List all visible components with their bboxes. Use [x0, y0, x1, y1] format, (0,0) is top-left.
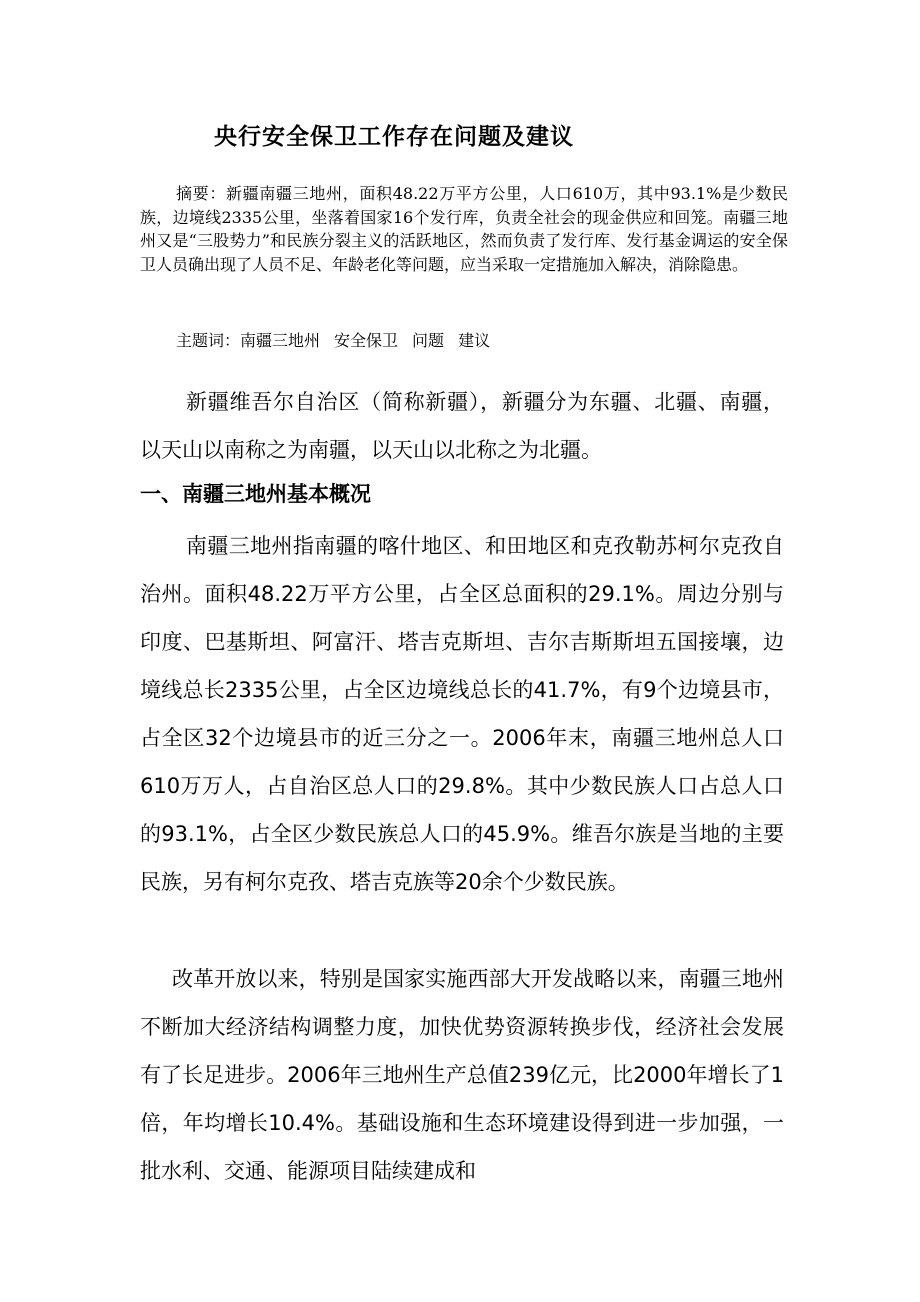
abstract-paragraph: 摘要：新疆南疆三地州，面积48.22万平方公里，人口610万，其中93.1%是少数民族，边境线2335公里，坐落着国家16个发行库，负责全社会的现金供应和回笼。南疆三地州又是“三股势力”和民族分裂主义的活跃地区，然而负责了发行库、发行基金调运的安全保卫人员确出现了人员不足、年龄老化等问题，应当采取一定措施加入解决，消除隐患。 [140, 184, 788, 274]
keywords-label: 主题词： [176, 331, 241, 350]
keyword-item: 建议 [458, 331, 491, 350]
section-heading: 一、南疆三地州基本概况 [140, 482, 371, 506]
keyword-item: 问题 [412, 331, 445, 350]
keyword-item: 安全保卫 [334, 331, 399, 350]
document-title: 央行安全保卫工作存在问题及建议 [214, 123, 574, 150]
keywords-line [176, 328, 504, 351]
body-paragraph: 南疆三地州指南疆的喀什地区、和田地区和克孜勒苏柯尔克孜自治州。面积48.22万平方公里，占全区总面积的29.1%。周边分别与印度、巴基斯坦、阿富汗、塔吉克斯坦、吉尔吉斯斯坦五国接壤，边境线总长2335公里，占全区边境线总长的41.7%，有9个边境县市，占全区32个边境县市的近三分之一。2006年末，南疆三地州总人口610万万人，占自治区总人口的29.8%。其中少数民族人口占总人口的93.1%，占全区少数民族总人口的45.9%。维吾尔族是当地的主要民族，另有柯尔克孜、塔吉克族等20余个少数民族。 [140, 534, 784, 894]
intro-paragraph: 新疆维吾尔自治区（简称新疆），新疆分为东疆、北疆、南疆，以天山以南称之为南疆，以天山以北称之为北疆。 [140, 390, 784, 462]
body-paragraph: 改革开放以来，特别是国家实施西部大开发战略以来，南疆三地州不断加大经济结构调整力度，加快优势资源转换步伐，经济社会发展有了长足进步。2006年三地州生产总值239亿元，比2000年增长了1倍，年均增长10.4%。基础设施和生态环境建设得到进一步加强，一批水利、交通、能源项目陆续建成和 [140, 967, 784, 1183]
keyword-item: 南疆三地州 [240, 331, 321, 350]
